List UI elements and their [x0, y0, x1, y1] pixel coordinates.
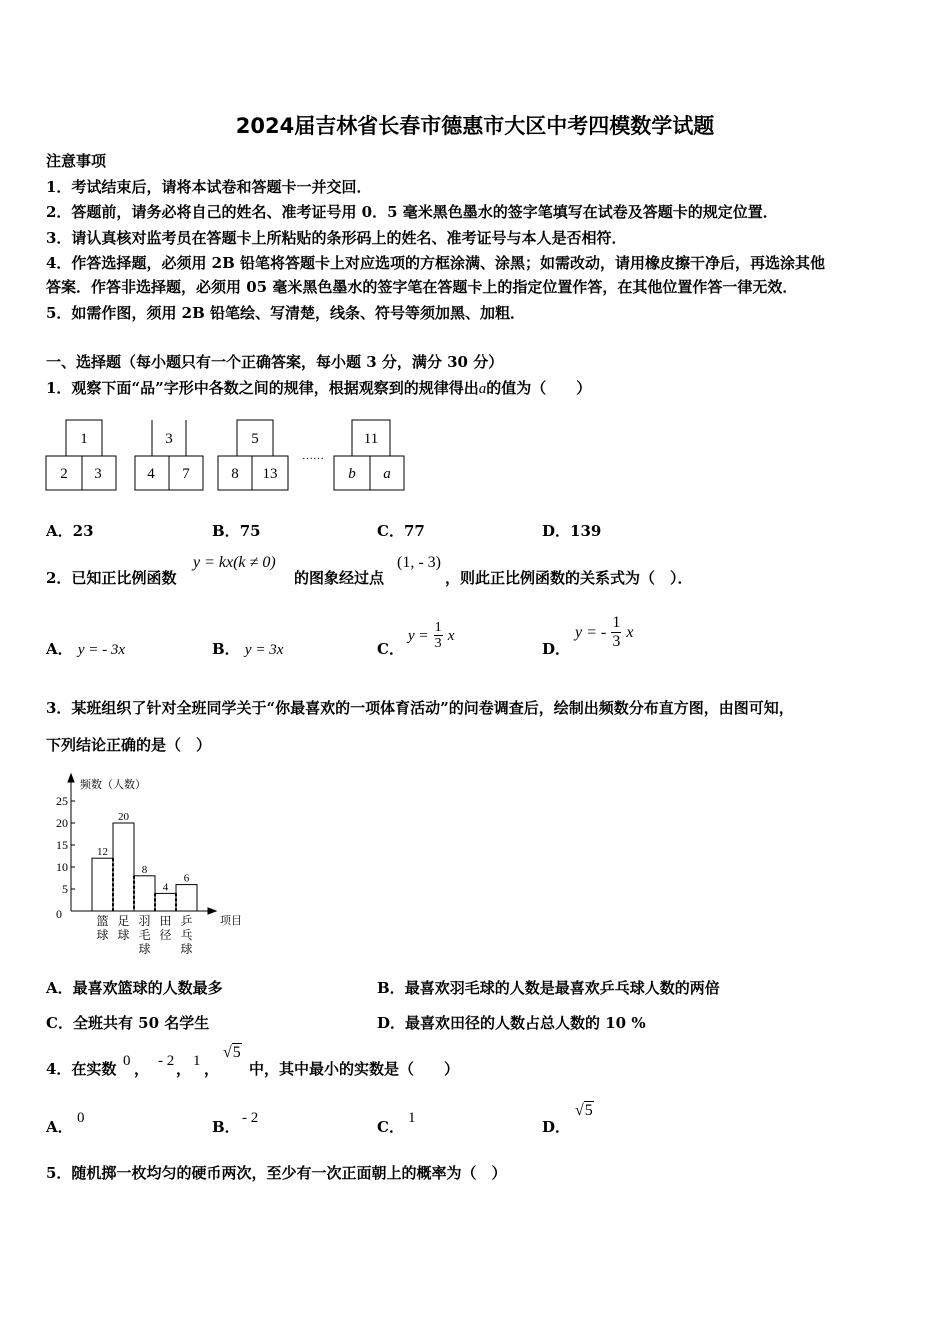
q1-option-d	[542, 520, 601, 541]
bar-value-label: 12	[97, 846, 108, 859]
x-axis-arrow	[208, 908, 216, 914]
notice-item: 1．考试结束后，请将本试卷和答题卡一并交回．	[46, 178, 372, 196]
formula-suffix: x	[626, 624, 634, 641]
q1-number: 1	[80, 431, 88, 447]
option-label: B．	[377, 979, 405, 997]
q1-stem-b: 的值为（ ）	[486, 379, 592, 397]
sqrt-radicand: 5	[584, 1102, 593, 1119]
q1-number: 4	[147, 466, 155, 482]
option-label: C．	[46, 1014, 73, 1032]
option-value: 最喜欢田径的人数占总人数的 10 %	[405, 1014, 646, 1032]
q4-option-b-value: - 2	[242, 1110, 259, 1126]
histogram-chart	[40, 770, 260, 960]
q4-option-d	[542, 1116, 570, 1137]
q1-number: 7	[182, 466, 190, 482]
option-label: D．	[377, 1014, 406, 1032]
option-label: D．	[542, 1118, 571, 1136]
option-label: B．	[212, 640, 240, 658]
q2-stem-c: ，则此正比例函数的关系式为（ ）．	[445, 569, 693, 587]
q2-point: (1, - 3)	[397, 554, 441, 571]
q1-figure	[40, 415, 420, 500]
fraction-numerator: 1	[434, 620, 442, 635]
notice-item: 2．答题前，请务必将自己的姓名、准考证号用 0．5 毫米黑色墨水的签字笔填写在试卷及答题卡的规定位置．	[46, 203, 778, 221]
option-value: 全班共有 50 名学生	[72, 1014, 210, 1032]
option-label: D．	[542, 640, 571, 658]
q4-sep: ，	[134, 1060, 150, 1078]
y-tick-label: 15	[56, 838, 68, 852]
q1-variable: a	[383, 466, 391, 482]
q1-option-c	[377, 520, 425, 541]
option-label: D．	[542, 522, 571, 540]
option-label: C．	[377, 522, 404, 540]
q1-ellipsis: ……	[302, 450, 324, 462]
fraction-denominator: 3	[612, 633, 621, 650]
option-value: 23	[72, 522, 94, 540]
formula-prefix: y =	[408, 628, 429, 644]
y-tick-label: 20	[56, 816, 68, 830]
q1-option-b	[212, 520, 261, 541]
x-axis-label: 项目	[220, 915, 242, 927]
q1-number: 13	[262, 466, 278, 482]
q2-stem-b: 的图象经过点	[294, 569, 385, 587]
q2-option-a	[46, 638, 125, 659]
category-label: 乒乓球	[180, 914, 193, 956]
option-label: A．	[46, 640, 73, 658]
q4-option-b	[212, 1116, 240, 1137]
sqrt-radicand: 5	[232, 1044, 241, 1061]
category-label: 足球	[117, 914, 130, 942]
fraction-numerator: 1	[612, 614, 621, 631]
option-value: 最喜欢羽毛球的人数是最喜欢乒乓球人数的两倍	[404, 979, 720, 997]
option-label: B．	[212, 522, 240, 540]
q3-option-d	[377, 1012, 646, 1033]
option-label: C．	[377, 1118, 404, 1136]
formula-prefix: y = -	[575, 624, 607, 641]
q4-number: 0	[123, 1053, 131, 1069]
option-label: B．	[212, 1118, 240, 1136]
category-label: 田径	[159, 914, 172, 942]
q2-function: y = kx(k ≠ 0)	[193, 554, 276, 571]
notice-item: 4．作答选择题，必须用 2B 铅笔将答题卡上对应选项的方框涂满、涂黑；如需改动，请用橡皮擦干净后，再选涂其他	[46, 254, 826, 272]
q4-number: - 2	[158, 1053, 175, 1069]
category-label: 篮球	[96, 914, 109, 942]
q2-option-d-formula	[575, 614, 634, 651]
q1-number: 11	[363, 431, 379, 447]
q2-option-d	[542, 638, 570, 659]
q1-number: 8	[231, 466, 239, 482]
q1-number: 3	[165, 431, 173, 447]
page-title: 2024届吉林省长春市德惠市大区中考四模数学试题	[235, 114, 715, 138]
q3-stem-line2: 下列结论正确的是（ ）	[46, 736, 212, 754]
section-heading: 一、选择题（每小题只有一个正确答案，每小题 3 分，满分 30 分）	[46, 353, 504, 371]
q4-number: 1	[193, 1053, 201, 1069]
category-label: 羽毛球	[138, 914, 151, 956]
option-label: C．	[377, 640, 404, 658]
fraction-denominator: 3	[434, 636, 442, 651]
histogram-bar	[134, 876, 155, 911]
y-tick-label: 5	[62, 882, 68, 896]
q1-option-a	[46, 520, 94, 541]
q4-option-c-value: 1	[408, 1110, 416, 1126]
q4-sqrt: √5	[223, 1044, 241, 1061]
q3-option-c	[46, 1012, 209, 1033]
fraction	[611, 614, 621, 651]
question-1-stem	[46, 377, 591, 398]
option-value: y = - 3x	[77, 642, 126, 658]
q1-var: a	[478, 381, 487, 397]
y-axis-label: 频数（人数）	[80, 779, 146, 791]
option-value: 75	[239, 522, 261, 540]
histogram-bar	[176, 885, 197, 911]
q2-option-c	[377, 638, 404, 659]
q4-option-a-value: 0	[77, 1110, 85, 1126]
bar-value-label: 4	[162, 881, 169, 894]
notice-item: 3．请认真核对监考员在答题卡上所粘贴的条形码上的姓名、准考证号与本人是否相符．	[46, 229, 627, 247]
histogram-bar	[92, 858, 113, 911]
q4-option-a	[46, 1116, 73, 1137]
option-label: A．	[46, 979, 73, 997]
q3-stem-line1: 3．某班组织了针对全班同学关于“你最喜欢的一项体育活动”的问卷调查后，绘制出频数分布直方图，由图可知，	[46, 699, 794, 717]
q4-stem-b: 中，其中最小的实数是（ ）	[249, 1060, 460, 1078]
q1-number: 3	[94, 466, 102, 482]
q3-option-a	[46, 977, 223, 998]
formula-suffix: x	[447, 628, 455, 644]
q1-number: 2	[60, 466, 68, 482]
bar-value-label: 6	[183, 872, 190, 885]
q4-option-c	[377, 1116, 404, 1137]
bar-value-label: 20	[118, 811, 129, 823]
q2-option-b	[212, 638, 283, 659]
notice-item: 答案．作答非选择题，必须用 05 毫米黑色墨水的签字笔在答题卡上的指定位置作答，在其他位置作答一律无效．	[46, 278, 798, 296]
notice-heading: 注意事项	[46, 152, 107, 170]
option-label: A．	[46, 522, 73, 540]
q5-stem: 5．随机掷一枚均匀的硬币两次，至少有一次正面朝上的概率为（ ）	[46, 1164, 507, 1182]
q1-stem-a: 1．观察下面“品”字形中各数之间的规律，根据观察到的规律得出	[46, 379, 479, 397]
option-label: A．	[46, 1118, 73, 1136]
histogram-bar	[155, 893, 176, 911]
y-tick-label: 25	[56, 794, 68, 808]
q4-stem-a: 4．在实数	[46, 1060, 117, 1078]
histogram-bar	[113, 823, 134, 911]
q1-number: 5	[251, 431, 259, 447]
notice-item: 5．如需作图，须用 2B 铅笔绘、写清楚，线条、符号等须加黑、加粗．	[46, 304, 525, 322]
q4-option-d-sqrt: √5	[575, 1102, 593, 1119]
option-value: 77	[403, 522, 425, 540]
bar-value-label: 8	[141, 863, 148, 876]
option-value: y = 3x	[244, 642, 284, 658]
q2-option-c-formula	[408, 620, 454, 651]
q3-option-b	[377, 977, 720, 998]
q4-sep: ，	[176, 1060, 192, 1078]
q1-variable: b	[348, 466, 356, 482]
y-tick-label: 10	[56, 860, 68, 874]
option-value: 最喜欢篮球的人数最多	[72, 979, 223, 997]
option-value: 139	[570, 522, 602, 540]
q2-stem-a: 2．已知正比例函数	[46, 569, 177, 587]
fraction	[434, 620, 443, 651]
y-axis-arrow	[68, 774, 74, 782]
y-tick-label: 0	[56, 907, 62, 921]
q4-sep: ，	[204, 1060, 220, 1078]
